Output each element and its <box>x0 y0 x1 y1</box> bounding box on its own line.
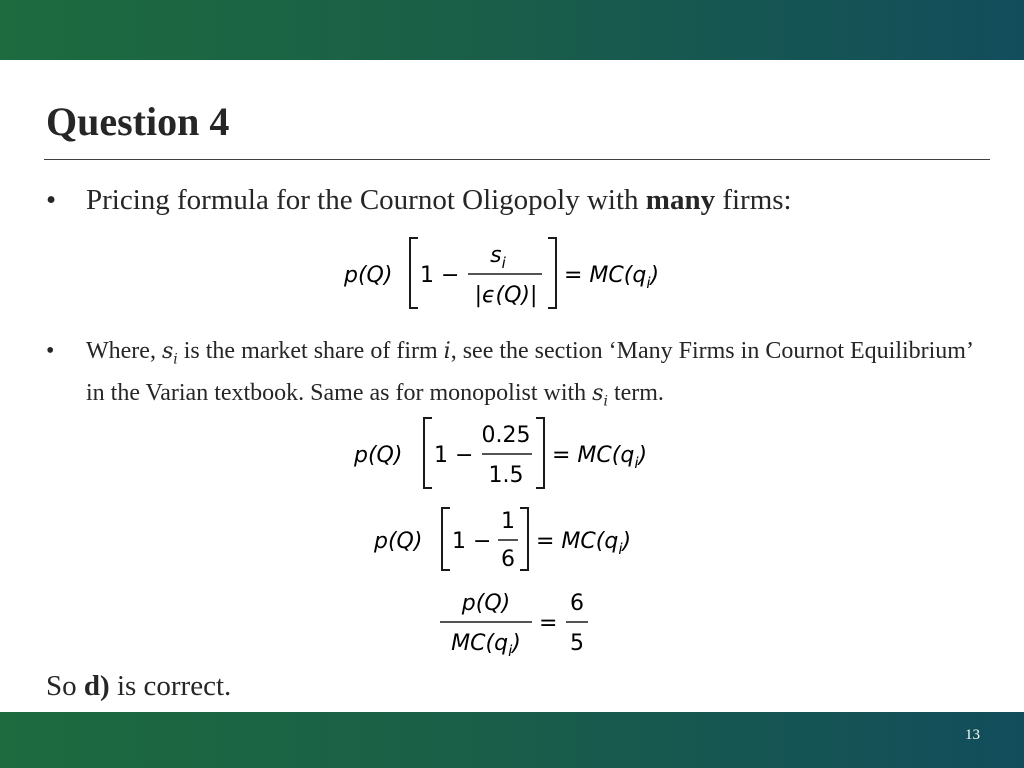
eq2-lhs: p(Q) <box>354 443 403 468</box>
bullet-2-part3: , see the section ‘Many Firms in Cournot Equilibrium’ in the Varian textbook. Same as for monopolist with <box>86 338 973 407</box>
equation-ratio <box>436 584 596 664</box>
bullet-marker: • <box>46 338 55 364</box>
eq4-equals: = <box>539 611 558 636</box>
bullet-1-text-before: Pricing formula for the Cournot Oligopoly with <box>86 184 646 216</box>
bullet-2-part4: term. <box>607 380 664 407</box>
top-banner <box>0 0 1024 60</box>
eq1-numerator: $s_i$ <box>490 243 506 272</box>
eq2-denominator: 1.5 <box>488 463 524 488</box>
conclusion-after: is correct. <box>109 670 232 702</box>
eq2-numerator: 0.25 <box>481 423 531 448</box>
bullet-1-text-after: firms: <box>715 184 792 216</box>
eq3-denominator: 6 <box>501 547 515 572</box>
slide-number: 13 <box>965 727 980 743</box>
eq3-one-minus: 1 − <box>452 529 492 554</box>
eq4-num-left: p(Q) <box>461 591 511 616</box>
symbol-i: i <box>443 339 451 364</box>
eq2-one-minus: 1 − <box>434 443 474 468</box>
equation-general <box>340 232 700 314</box>
slide-title: Question 4 <box>46 99 230 144</box>
eq3-numerator: 1 <box>501 509 515 534</box>
bullet-1-text <box>86 184 792 217</box>
bullet-2-text <box>86 334 986 419</box>
eq1-rhs: = $MC(q_i)$ <box>564 263 660 292</box>
eq4-num-right: 6 <box>570 591 584 616</box>
equation-substituted <box>350 414 690 494</box>
symbol-s-i: $s_i$ <box>592 381 608 410</box>
bullet-1-bold: many <box>645 184 716 216</box>
eq1-one-minus: 1 − <box>420 263 460 288</box>
symbol-s-i: $s_i$ <box>161 339 178 368</box>
eq1-lhs: p(Q) <box>344 263 393 288</box>
bottom-banner <box>0 712 1024 768</box>
eq3-rhs: = $MC(q_i)$ <box>536 529 632 558</box>
title-divider <box>44 159 990 160</box>
bullet-2-part2: is the market share of firm <box>177 338 444 364</box>
conclusion-text <box>46 670 231 703</box>
conclusion-answer: d) <box>83 670 110 702</box>
bullet-2-part1: Where, <box>86 338 162 364</box>
eq3-lhs: p(Q) <box>374 529 423 554</box>
eq4-den-left: $MC(q_i)$ <box>451 631 521 660</box>
eq2-right-bracket <box>536 418 544 488</box>
eq2-left-bracket <box>424 418 432 488</box>
equation-simplified <box>370 504 670 576</box>
eq3-right-bracket <box>520 508 528 570</box>
bullet-marker: • <box>46 184 57 216</box>
eq2-rhs: = $MC(q_i)$ <box>552 443 648 472</box>
eq1-right-bracket <box>548 238 556 308</box>
eq1-denominator: |ϵ(Q)| <box>474 283 538 308</box>
eq3-left-bracket <box>442 508 450 570</box>
eq1-left-bracket <box>410 238 418 308</box>
conclusion-before: So <box>46 670 84 702</box>
eq4-den-right: 5 <box>570 631 584 656</box>
